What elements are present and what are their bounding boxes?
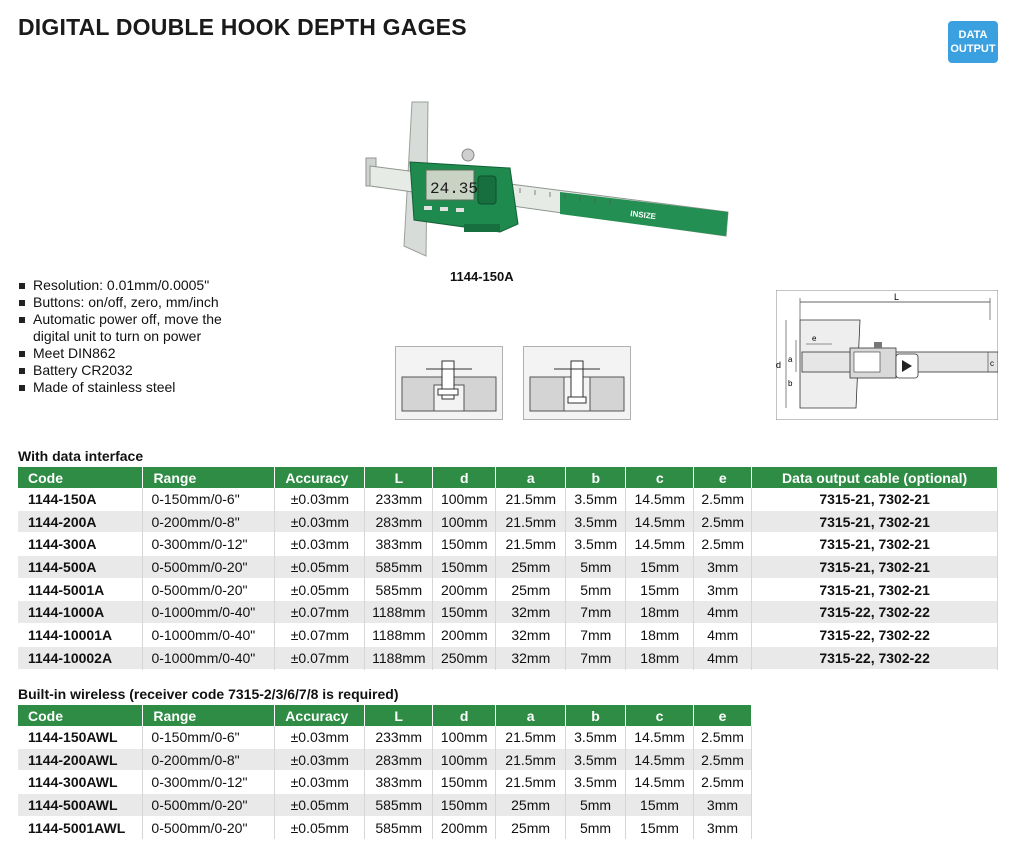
table-cell: 1144-150AWL: [18, 726, 143, 748]
table-cell: 5mm: [566, 816, 626, 839]
feature-item: Meet DIN862: [18, 345, 258, 362]
table-cell: 21.5mm: [496, 771, 566, 794]
table-cell: 2.5mm: [694, 488, 752, 510]
table-cell: 0-500mm/0-20": [143, 556, 275, 579]
table-cell: 2.5mm: [694, 533, 752, 556]
column-header: c: [626, 467, 694, 488]
table-cell: 1144-5001AWL: [18, 816, 143, 839]
column-header: e: [693, 705, 751, 726]
table-cell: ±0.03mm: [275, 533, 365, 556]
data-interface-table: [18, 467, 998, 670]
column-header: Code: [18, 705, 143, 726]
table-cell: 150mm: [433, 794, 496, 817]
table-row: [18, 533, 998, 556]
dim-label-a: a: [788, 355, 793, 364]
badge-line-1: DATA: [958, 29, 988, 41]
table-cell: 5mm: [566, 578, 626, 601]
column-header: c: [626, 705, 694, 726]
table-cell: 383mm: [365, 533, 433, 556]
table-cell: 3.5mm: [566, 510, 626, 533]
product-model-label: 1144-150A: [450, 269, 514, 284]
table-cell: 200mm: [433, 578, 496, 601]
table-cell: 18mm: [626, 601, 694, 624]
column-header: Range: [143, 705, 275, 726]
table-cell: 14.5mm: [626, 771, 694, 794]
feature-list: [18, 277, 258, 396]
table-cell: 100mm: [433, 488, 496, 510]
table-cell: 2.5mm: [694, 510, 752, 533]
table-row: [18, 488, 998, 510]
feature-item: Made of stainless steel: [18, 379, 258, 396]
table-cell: 0-200mm/0-8": [143, 748, 275, 771]
table-cell: 18mm: [626, 624, 694, 647]
table-cell: 7315-21, 7302-21: [752, 488, 998, 510]
table-cell: 1144-200A: [18, 510, 143, 533]
table-cell: ±0.07mm: [275, 601, 365, 624]
feature-item: Resolution: 0.01mm/0.0005": [18, 277, 258, 294]
table-row: [18, 510, 998, 533]
table-cell: ±0.07mm: [275, 624, 365, 647]
table-cell: 1144-300AWL: [18, 771, 143, 794]
table-cell: 7315-21, 7302-21: [752, 578, 998, 601]
table-cell: ±0.03mm: [275, 726, 365, 748]
feature-item: Automatic power off, move the digital unit to turn on power: [18, 311, 258, 345]
table-cell: 15mm: [626, 556, 694, 579]
table-cell: 200mm: [433, 624, 496, 647]
table-cell: 4mm: [694, 601, 752, 624]
table-cell: ±0.03mm: [275, 771, 365, 794]
table2-title: Built-in wireless (receiver code 7315-2/3/6/7/8 is required): [18, 686, 399, 702]
table-cell: 7315-22, 7302-22: [752, 601, 998, 624]
table-cell: 2.5mm: [693, 748, 751, 771]
table-cell: 3mm: [694, 556, 752, 579]
table-cell: 14.5mm: [626, 510, 694, 533]
table-cell: 150mm: [433, 771, 496, 794]
table-cell: 3.5mm: [566, 726, 626, 748]
table-cell: 1144-10001A: [18, 624, 143, 647]
table-cell: 21.5mm: [496, 726, 566, 748]
table-cell: 7315-22, 7302-22: [752, 646, 998, 669]
table-row: [18, 556, 998, 579]
dim-label-b: b: [788, 379, 793, 388]
table-cell: 7315-21, 7302-21: [752, 533, 998, 556]
badge-line-2: OUTPUT: [950, 43, 996, 55]
table-cell: 25mm: [496, 556, 566, 579]
table-cell: 2.5mm: [693, 726, 751, 748]
table1-title: With data interface: [18, 448, 144, 464]
table-cell: 200mm: [433, 816, 496, 839]
column-header: Code: [18, 467, 143, 488]
table-cell: 32mm: [496, 646, 566, 669]
table-cell: 25mm: [496, 578, 566, 601]
table-row: [18, 794, 752, 817]
table-row: [18, 748, 752, 771]
table-cell: 585mm: [365, 816, 433, 839]
dim-label-L: L: [894, 292, 900, 302]
table-cell: 1144-500A: [18, 556, 143, 579]
table-cell: ±0.05mm: [275, 816, 365, 839]
table-cell: 150mm: [433, 601, 496, 624]
table-cell: 283mm: [365, 748, 433, 771]
table-row: [18, 578, 998, 601]
table-cell: 1188mm: [365, 624, 433, 647]
column-header: Accuracy: [275, 705, 365, 726]
table-cell: 250mm: [433, 646, 496, 669]
table-cell: 21.5mm: [496, 488, 566, 510]
table-cell: 1144-1000A: [18, 601, 143, 624]
table-cell: 1144-10002A: [18, 646, 143, 669]
table-cell: 1144-200AWL: [18, 748, 143, 771]
table-row: [18, 771, 752, 794]
hook-usage-diagram-2: [523, 346, 631, 420]
table-cell: 283mm: [365, 510, 433, 533]
dim-label-e: e: [812, 334, 817, 343]
table-cell: 7mm: [566, 601, 626, 624]
table-cell: 585mm: [365, 578, 433, 601]
table-cell: 100mm: [433, 726, 496, 748]
dimension-drawing: [776, 290, 998, 420]
table-cell: 7mm: [566, 646, 626, 669]
table-cell: 1188mm: [365, 601, 433, 624]
column-header: L: [365, 467, 433, 488]
table-row: [18, 646, 998, 669]
table-cell: 21.5mm: [496, 533, 566, 556]
table-cell: 585mm: [365, 794, 433, 817]
dim-label-c: c: [990, 359, 994, 368]
table-cell: 0-500mm/0-20": [143, 578, 275, 601]
brand-logo: INSIZE: [629, 209, 657, 222]
data-output-badge: [948, 21, 998, 63]
table-cell: 32mm: [496, 601, 566, 624]
table-cell: 18mm: [626, 646, 694, 669]
table-cell: 0-500mm/0-20": [143, 816, 275, 839]
column-header: b: [566, 705, 626, 726]
table-cell: 1144-500AWL: [18, 794, 143, 817]
table-cell: 15mm: [626, 794, 694, 817]
column-header: e: [694, 467, 752, 488]
wireless-table: [18, 705, 752, 839]
table-cell: 14.5mm: [626, 726, 694, 748]
table-cell: ±0.07mm: [275, 646, 365, 669]
table-cell: 15mm: [626, 578, 694, 601]
table-cell: 7315-22, 7302-22: [752, 624, 998, 647]
table-row: [18, 624, 998, 647]
table-cell: 100mm: [433, 510, 496, 533]
display-reading: 24.35: [430, 180, 479, 198]
feature-item: Battery CR2032: [18, 362, 258, 379]
table-cell: 585mm: [365, 556, 433, 579]
table-cell: 3.5mm: [566, 488, 626, 510]
table-cell: 1144-5001A: [18, 578, 143, 601]
column-header: b: [566, 467, 626, 488]
table-cell: 3.5mm: [566, 771, 626, 794]
table-cell: 0-500mm/0-20": [143, 794, 275, 817]
feature-item: Buttons: on/off, zero, mm/inch: [18, 294, 258, 311]
table-cell: 1144-150A: [18, 488, 143, 510]
table-cell: 0-300mm/0-12": [143, 533, 275, 556]
table-cell: 14.5mm: [626, 488, 694, 510]
column-header: Range: [143, 467, 275, 488]
depth-gage-image: [360, 96, 730, 266]
table-row: [18, 816, 752, 839]
column-header: Accuracy: [275, 467, 365, 488]
table-cell: 21.5mm: [496, 748, 566, 771]
table-cell: 1144-300A: [18, 533, 143, 556]
column-header: a: [496, 467, 566, 488]
column-header: Data output cable (optional): [752, 467, 998, 488]
table-cell: 25mm: [496, 816, 566, 839]
table-cell: 7mm: [566, 624, 626, 647]
table-cell: ±0.03mm: [275, 748, 365, 771]
column-header: L: [365, 705, 433, 726]
table-cell: 3.5mm: [566, 533, 626, 556]
dim-label-d: d: [776, 360, 782, 370]
table-cell: 3.5mm: [566, 748, 626, 771]
table-cell: ±0.05mm: [275, 578, 365, 601]
table-cell: 0-1000mm/0-40": [143, 601, 275, 624]
table-cell: ±0.03mm: [275, 510, 365, 533]
table-row: [18, 601, 998, 624]
table-cell: 0-150mm/0-6": [143, 488, 275, 510]
page-title: DIGITAL DOUBLE HOOK DEPTH GAGES: [18, 14, 467, 40]
table-cell: ±0.05mm: [275, 556, 365, 579]
table-cell: 2.5mm: [693, 771, 751, 794]
table-cell: 14.5mm: [626, 533, 694, 556]
table-cell: 233mm: [365, 726, 433, 748]
table-cell: 4mm: [694, 646, 752, 669]
table-cell: 25mm: [496, 794, 566, 817]
table-cell: ±0.03mm: [275, 488, 365, 510]
table-cell: 0-200mm/0-8": [143, 510, 275, 533]
table-cell: 0-1000mm/0-40": [143, 646, 275, 669]
table-cell: 1188mm: [365, 646, 433, 669]
table-cell: 7315-21, 7302-21: [752, 556, 998, 579]
table-cell: 150mm: [433, 556, 496, 579]
table-cell: 150mm: [433, 533, 496, 556]
column-header: d: [433, 705, 496, 726]
table-cell: 100mm: [433, 748, 496, 771]
table-cell: 3mm: [694, 578, 752, 601]
table-cell: 3mm: [693, 816, 751, 839]
table-cell: 0-1000mm/0-40": [143, 624, 275, 647]
table-cell: 14.5mm: [626, 748, 694, 771]
table-cell: 233mm: [365, 488, 433, 510]
table-cell: ±0.05mm: [275, 794, 365, 817]
table-cell: 32mm: [496, 624, 566, 647]
table-cell: 15mm: [626, 816, 694, 839]
table-cell: 0-300mm/0-12": [143, 771, 275, 794]
table-cell: 21.5mm: [496, 510, 566, 533]
table-cell: 7315-21, 7302-21: [752, 510, 998, 533]
column-header: a: [496, 705, 566, 726]
table-cell: 5mm: [566, 556, 626, 579]
table-cell: 5mm: [566, 794, 626, 817]
table-cell: 4mm: [694, 624, 752, 647]
table-cell: 3mm: [693, 794, 751, 817]
column-header: d: [433, 467, 496, 488]
table-cell: 0-150mm/0-6": [143, 726, 275, 748]
table-row: [18, 726, 752, 748]
table-cell: 383mm: [365, 771, 433, 794]
hook-usage-diagram-1: [395, 346, 503, 420]
